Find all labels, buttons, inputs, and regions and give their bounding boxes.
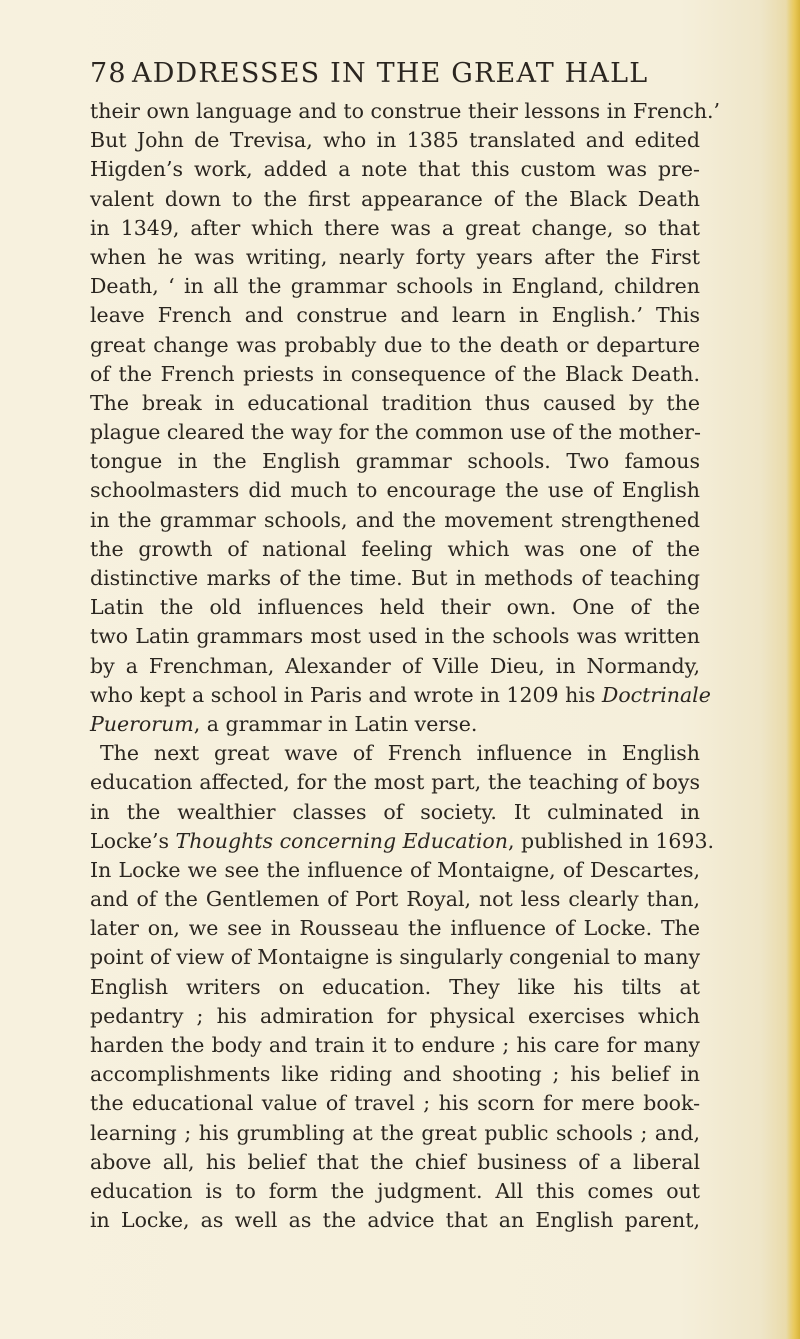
- text-line: Higden’s work, added a note that this custom was pre-: [90, 157, 700, 182]
- page-edge: [786, 0, 800, 1339]
- text-line: Death, ‘ in all the grammar schools in England, children: [90, 274, 700, 299]
- book-title-italic: Thoughts concerning Education: [175, 828, 508, 853]
- text-line: leave French and construe and learn in English.’ This: [90, 303, 700, 328]
- text-line: Locke’s Thoughts concerning Education, published in 1693.: [90, 828, 715, 853]
- text-line: two Latin grammars most used in the schools was written: [90, 624, 700, 649]
- text-line: in the grammar schools, and the movement strengthened: [90, 507, 700, 532]
- text-line: the educational value of travel ; his scorn for mere book-: [90, 1091, 700, 1116]
- text-line: the growth of national feeling which was one of the: [90, 536, 700, 561]
- text-line: when he was writing, nearly forty years after the First: [90, 244, 700, 269]
- text-line: tongue in the English grammar schools. Two famous: [90, 449, 700, 474]
- text-line: valent down to the first appearance of the Black Death: [90, 186, 700, 211]
- text-line: learning ; his grumbling at the great public schools ; and,: [90, 1120, 700, 1145]
- running-title: ADDRESSES IN THE GREAT HALL: [132, 58, 649, 89]
- body-text: [90, 97, 721, 1235]
- text-line: accomplishments like riding and shooting ; his belief in: [90, 1062, 700, 1087]
- text-line: plague cleared the way for the common use of the mother-: [90, 420, 701, 445]
- text-line: in the wealthier classes of society. It culminated in: [90, 799, 700, 824]
- text-line: point of view of Montaigne is singularly congenial to many: [90, 945, 701, 970]
- text-line: great change was probably due to the death or departure: [90, 332, 700, 357]
- text-line: schoolmasters did much to encourage the use of English: [90, 478, 700, 503]
- book-title-italic: Puerorum: [90, 711, 194, 736]
- text-line: But John de Trevisa, who in 1385 translated and edited: [90, 128, 700, 153]
- text-line: by a Frenchman, Alexander of Ville Dieu, in Normandy,: [90, 653, 700, 678]
- text-line: In Locke we see the influence of Montaigne, of Descartes,: [90, 857, 700, 882]
- text-line: pedantry ; his admiration for physical exercises which: [90, 1003, 700, 1028]
- book-title-italic: Doctrinale: [601, 682, 711, 707]
- text-line: The break in educational tradition thus caused by the: [90, 390, 700, 415]
- running-header: [90, 58, 700, 98]
- text-line: education is to form the judgment. All this comes out: [90, 1178, 700, 1203]
- text-line: above all, his belief that the chief business of a liberal: [90, 1149, 700, 1174]
- text-line: English writers on education. They like his tilts at: [90, 974, 700, 999]
- page-number: 78: [90, 58, 127, 89]
- text-line: of the French priests in consequence of the Black Death.: [90, 361, 700, 386]
- text-line: who kept a school in Paris and wrote in 1209 his Doctrinale: [90, 682, 711, 707]
- text-line: Puerorum, a grammar in Latin verse.: [90, 711, 478, 736]
- paragraph-start: The next great wave of French influence in English: [100, 741, 700, 766]
- text-line: their own language and to construe their lessons in French.’: [90, 99, 721, 123]
- text-line: distinctive marks of the time. But in methods of teaching: [90, 566, 700, 590]
- text-line: in 1349, after which there was a great change, so that: [90, 215, 700, 240]
- text-line: harden the body and train it to endure ; his care for many: [90, 1033, 700, 1057]
- text-line: education affected, for the most part, the teaching of boys: [90, 770, 700, 795]
- text-line: Latin the old influences held their own. One of the: [90, 595, 700, 620]
- text-line: in Locke, as well as the advice that an English parent,: [90, 1208, 700, 1233]
- text-line: later on, we see in Rousseau the influence of Locke. The: [90, 916, 700, 941]
- text-line: and of the Gentlemen of Port Royal, not less clearly than,: [90, 887, 700, 912]
